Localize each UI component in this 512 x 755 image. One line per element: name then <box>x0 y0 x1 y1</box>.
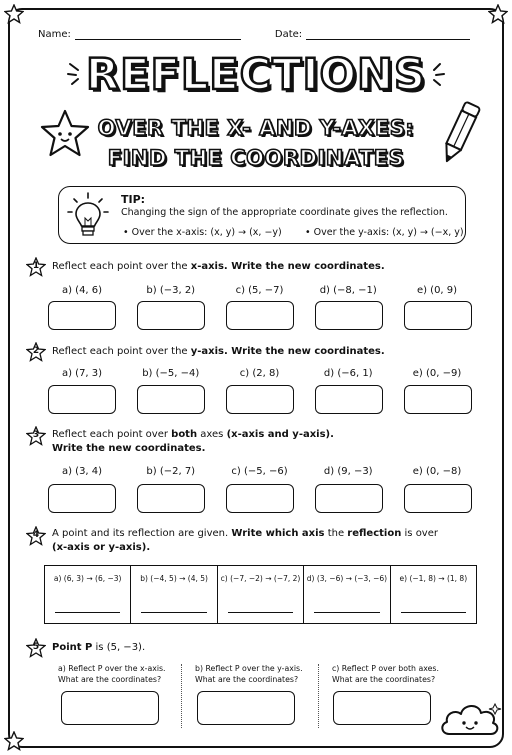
name-label: Name: <box>38 29 71 40</box>
question-3-text: Reflect each point over both axes (x-axis and y-axis). Write the new coordinates. <box>52 429 334 454</box>
table-cell <box>45 566 131 623</box>
pencil-icon <box>438 98 482 168</box>
smiling-cloud-icon <box>437 696 503 740</box>
tip-box <box>58 186 466 244</box>
answer-box[interactable] <box>226 301 294 330</box>
answer-line[interactable] <box>55 612 120 613</box>
point-label: e) (0, −8) <box>412 466 462 477</box>
name-field[interactable] <box>38 29 241 40</box>
lightbulb-icon <box>65 191 111 241</box>
answer-box[interactable] <box>48 385 116 414</box>
answer-box[interactable] <box>61 691 159 725</box>
point-label: a) (3, 4) <box>61 466 103 477</box>
point-label: e) (0, 9) <box>416 285 458 296</box>
table-cell <box>391 566 476 623</box>
question-1-answers <box>48 301 472 330</box>
question-2-number: 2 <box>26 342 46 362</box>
pair-label: e) (−1, 8) → (1, 8) <box>399 574 468 583</box>
point-label: b) (−3, 2) <box>146 285 196 296</box>
point-label: d) (9, −3) <box>323 466 373 477</box>
point-label: d) (−8, −1) <box>319 285 377 296</box>
sparkle-lines-icon <box>410 60 450 88</box>
question-2-answers <box>48 385 472 414</box>
pair-label: a) (6, 3) → (6, −3) <box>53 574 122 583</box>
answer-box[interactable] <box>48 484 116 513</box>
smiling-star-icon <box>38 108 92 162</box>
question-1-points <box>47 285 472 296</box>
pair-label: d) (3, −6) → (−3, −6) <box>306 574 388 583</box>
star-icon <box>4 731 24 751</box>
tip-rule-x-axis: • Over the x-axis: (x, y) → (x, −y) <box>123 227 282 238</box>
answer-line[interactable] <box>141 612 206 613</box>
answer-box[interactable] <box>315 385 383 414</box>
answer-box[interactable] <box>137 385 205 414</box>
table-cell <box>218 566 304 623</box>
question-5-text: Point P is (5, −3). <box>52 642 146 653</box>
star-icon <box>4 4 24 24</box>
question-3-answers <box>48 484 472 513</box>
answer-box[interactable] <box>315 484 383 513</box>
answer-box[interactable] <box>404 484 472 513</box>
point-label: c) (−5, −6) <box>231 466 288 477</box>
question-4-text: A point and its reflection are given. Write which axis the reflection is over (x-axis or y-axis). <box>52 528 438 553</box>
answer-box[interactable] <box>315 301 383 330</box>
point-label: c) (5, −7) <box>235 285 284 296</box>
point-label: a) (7, 3) <box>61 368 103 379</box>
pair-label: c) (−7, −2) → (−7, 2) <box>220 574 301 583</box>
table-cell <box>304 566 390 623</box>
answer-box[interactable] <box>404 301 472 330</box>
question-5c-prompt: c) Reflect P over both axes. What are the coordinates? <box>332 664 439 684</box>
name-date-row <box>38 29 478 40</box>
question-4-table <box>44 565 477 624</box>
page-subtitle-1: OVER THE X- AND Y-AXES: <box>97 116 415 140</box>
answer-box[interactable] <box>404 385 472 414</box>
sparkle-lines-icon <box>66 58 102 88</box>
question-1-number: 1 <box>26 257 46 277</box>
point-label: d) (−6, 1) <box>323 368 373 379</box>
question-3-number: 3 <box>26 426 46 446</box>
question-2-points <box>47 368 472 379</box>
tip-text: Changing the sign of the appropriate coordinate gives the reflection. <box>121 207 448 218</box>
answer-line[interactable] <box>401 612 466 613</box>
question-3-points <box>47 466 472 477</box>
question-5a-prompt: a) Reflect P over the x-axis. What are the coordinates? <box>58 664 166 684</box>
answer-box[interactable] <box>226 385 294 414</box>
date-field[interactable] <box>275 29 470 40</box>
answer-box[interactable] <box>333 691 431 725</box>
page-subtitle-2: FIND THE COORDINATES <box>107 146 405 170</box>
answer-box[interactable] <box>226 484 294 513</box>
answer-line[interactable] <box>314 612 379 613</box>
star-icon <box>488 4 508 24</box>
question-5-number: 5 <box>26 638 46 658</box>
date-label: Date: <box>274 29 303 40</box>
answer-box[interactable] <box>137 484 205 513</box>
point-label: c) (2, 8) <box>239 368 280 379</box>
question-1-text: Reflect each point over the x-axis. Write the new coordinates. <box>52 261 385 272</box>
answer-box[interactable] <box>197 691 295 725</box>
point-label: a) (4, 6) <box>61 285 103 296</box>
page-title: REFLECTIONS <box>85 50 427 100</box>
question-2-text: Reflect each point over the y-axis. Write the new coordinates. <box>52 346 385 357</box>
divider <box>181 664 182 728</box>
divider <box>318 664 319 728</box>
point-label: e) (0, −9) <box>412 368 462 379</box>
table-cell <box>131 566 217 623</box>
question-5b-prompt: b) Reflect P over the y-axis. What are the coordinates? <box>195 664 303 684</box>
answer-line[interactable] <box>228 612 293 613</box>
pair-label: b) (−4, 5) → (4, 5) <box>140 574 208 583</box>
point-label: b) (−5, −4) <box>142 368 200 379</box>
answer-box[interactable] <box>48 301 116 330</box>
tip-rule-y-axis: • Over the y-axis: (x, y) → (−x, y) <box>305 227 464 238</box>
answer-box[interactable] <box>137 301 205 330</box>
question-4-number: 4 <box>26 526 46 546</box>
point-label: b) (−2, 7) <box>146 466 196 477</box>
tip-title: TIP: <box>121 193 146 206</box>
